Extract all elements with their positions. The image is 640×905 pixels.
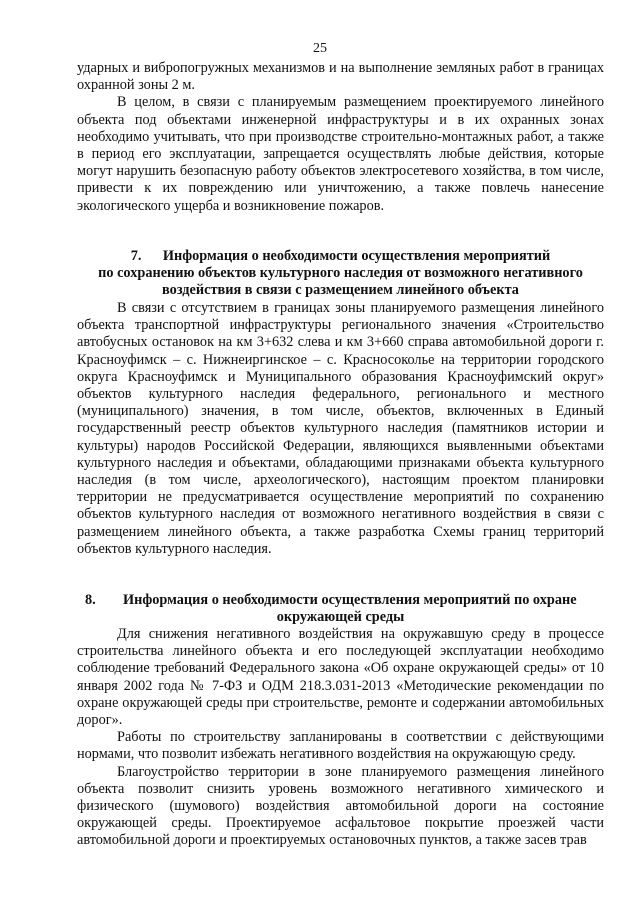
section-8-title <box>77 592 604 626</box>
section-8-number: 8. <box>85 592 96 608</box>
section-8-paragraph-2: Работы по строительству запланированы в соответствии с действующими нормами, что позволит избежать негативного воздействия на окружающую среду. <box>77 729 604 763</box>
intro-paragraph-1: ударных и вибропогружных механизмов и на выполнение земляных работ в границах охранной зоны 2 м. <box>77 60 604 94</box>
section-7-paragraph-1: В связи с отсутствием в границах зоны планируемого размещения линейного объекта транспортной инфраструктуры регионального значения «Строительство автобусных остановок на км 3+632 слева и км 3+660 справа автомобильной дороги г. Красноуфимск – с. Нижнеиргинское – с. Красносоколье на территории городского округа Красноуфимск и Муниципального образования Красноуфимский округ» объектов культурного наследия федерального, регионального и местного (муниципального) значения, в том числе, объектов, включенных в Единый государственный реестр объектов культурного наследия (памятников истории и культуры) народов Российской Федерации, являющихся выявленными объектами культурного наследия и объектами, обладающими признаками объекта культурного наследия (в том числе, археологического), настоящим проектом планировки территории не предусматривается осуществление мероприятий по сохранению объектов культурного наследия от возможного негативного воздействия в связи с размещением линейного объекта, а также разработка Схемы границ территорий объектов культурного наследия. <box>77 300 604 557</box>
intro-block <box>77 60 604 215</box>
section-7-title-text-1: Информация о необходимости осуществления мероприятий <box>162 248 551 264</box>
section-8-heading <box>77 592 604 626</box>
section-7-title-line-3: воздействия в связи с размещением линейного объекта <box>162 282 519 299</box>
section-8-title-line-1: Информация о необходимости осуществления мероприятий по охране <box>123 592 577 608</box>
page-number: 25 <box>313 41 327 56</box>
section-7-heading <box>77 248 604 300</box>
section-8-title-line-2: окружающей среды <box>276 609 405 626</box>
section-7-number: 7. <box>130 248 142 264</box>
section-7-title-line-1 <box>77 248 604 265</box>
section-7-body <box>77 300 604 558</box>
section-8-paragraph-3: Благоустройство территории в зоне планируемого размещения линейного объекта позволит снизить уровень возможного негативного химического и физического (шумового) воздействия автомобильной дороги на состояние окружающей среды. Проектируемое асфальтовое покрытие проезжей части автомобильной дороги и проектируемых остановочных пунктов, а также засев трав <box>77 763 604 849</box>
section-8-paragraph-1: Для снижения негативного воздействия на окружавшую среду в процессе строительства линейного объекта и его последующей эксплуатации необходимо соблюдение требований Федерального закона «Об охране окружающей среды» от 10 января 2002 года № 7-ФЗ и ОДМ 218.3.031-2013 «Методические рекомендации по охране окружающей среды при строительстве, ремонте и содержании автомобильных дорог». <box>77 626 604 729</box>
intro-paragraph-2: В целом, в связи с планируемым размещением проектируемого линейного объекта под объектами инженерной инфраструктуры и в их охранных зонах необходимо учитывать, что при производстве строительно-монтажных работ, а также в период его эксплуатации, запрещается осуществлять любые действия, которые могут нарушить безопасную работу объектов электросетевого хозяйства, в том числе, привести к их повреждению или уничтожению, а также повлечь нанесение экологического ущерба и возникновение пожаров. <box>77 94 604 214</box>
section-8-body <box>77 626 604 850</box>
section-7-title-line-2: по сохранению объектов культурного наследия от возможного негативного <box>98 265 583 282</box>
